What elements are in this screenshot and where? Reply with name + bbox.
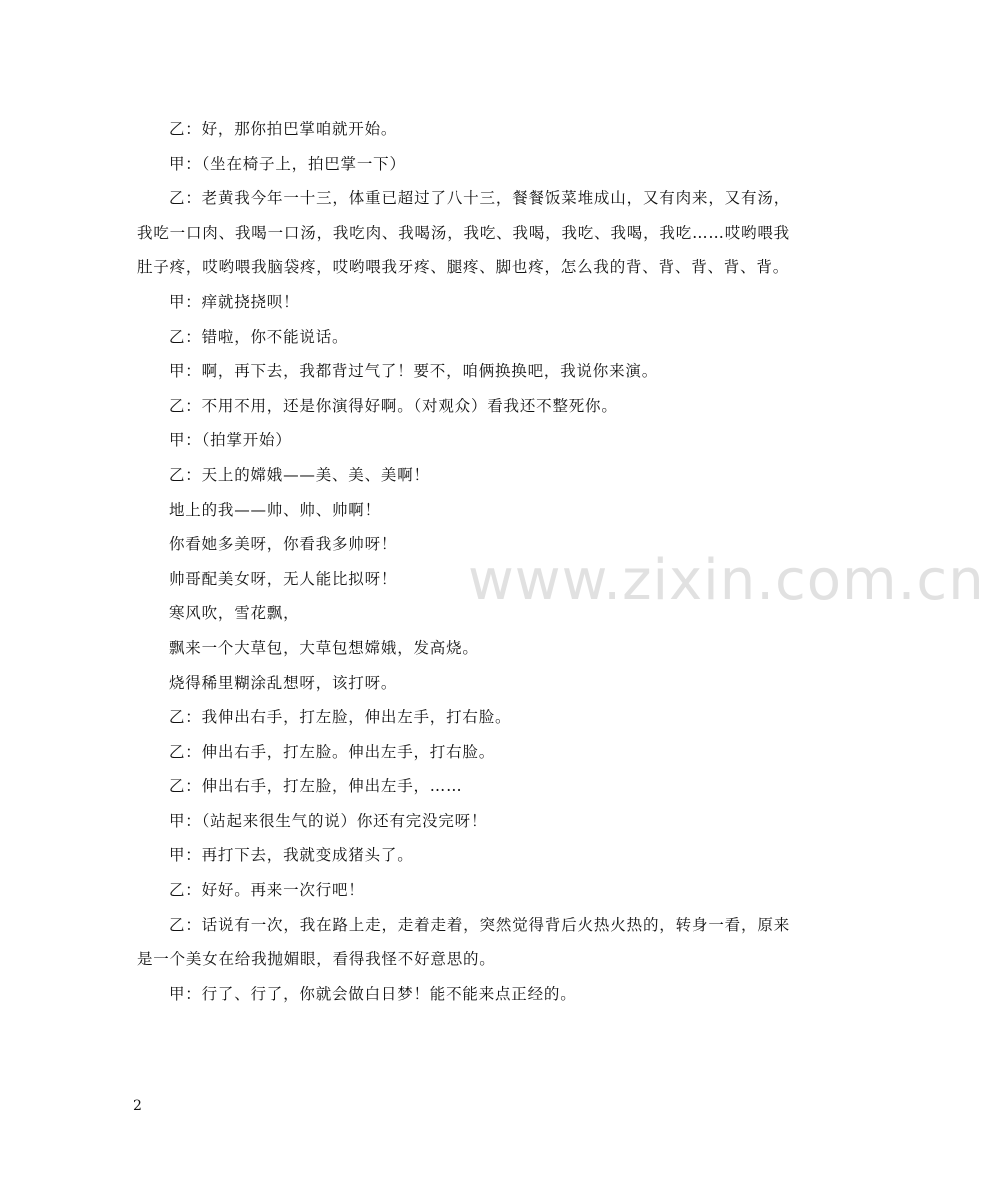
paragraph: 甲：（坐在椅子上，拍巴掌一下） [169, 154, 406, 173]
paragraph: 乙：我伸出右手，打左脸，伸出左手，打右脸。 [169, 708, 512, 727]
paragraph: 乙：话说有一次，我在路上走，走着走着，突然觉得背后火热火热的，转身一看，原来是一个美女在给我抛媚眼，看得我怪不好意思的。 [137, 915, 790, 969]
paragraph: 甲：（拍掌开始） [169, 431, 292, 450]
document-body [137, 112, 790, 1011]
paragraph: 乙：伸出右手，打左脸，伸出左手，…… [169, 777, 463, 796]
paragraph: 甲：痒就挠挠呗！ [169, 292, 300, 311]
paragraph: 地上的我——帅、帅、帅啊！ [169, 500, 381, 519]
paragraph: 乙：好，那你拍巴掌咱就开始。 [169, 120, 398, 138]
paragraph: 乙：老黄我今年一十三，体重已超过了八十三，餐餐饭菜堆成山，又有肉来，又有汤，我吃一口肉、我喝一口汤，我吃肉、我喝汤，我吃、我喝，我吃、我喝，我吃……哎哟喂我肚子疼，哎哟喂我脑袋疼，哎哟喂我牙疼、腿疼、脚也疼，怎么我的背、背、背、背、背。 [137, 189, 790, 277]
paragraph: 乙：错啦，你不能说话。 [169, 327, 349, 346]
paragraph: 飘来一个大草包，大草包想嫦娥，发高烧。 [169, 638, 479, 657]
paragraph: 你看她多美呀，你看我多帅呀！ [169, 535, 398, 554]
paragraph: 甲：再打下去，我就变成猪头了。 [169, 846, 414, 865]
paragraph: 甲：（站起来很生气的说）你还有完没完呀！ [169, 811, 488, 830]
paragraph: 乙：天上的嫦娥——美、美、美啊！ [169, 465, 430, 484]
paragraph: 帅哥配美女呀，无人能比拟呀！ [169, 569, 398, 588]
paragraph: 甲：行了、行了，你就会做白日梦！能不能来点正经的。 [169, 984, 577, 1003]
paragraph: 乙：不用不用，还是你演得好啊。（对观众）看我还不整死你。 [169, 396, 618, 415]
paragraph: 寒风吹，雪花飘， [169, 604, 300, 623]
paragraph: 乙：伸出右手，打左脸。伸出左手，打右脸。 [169, 742, 496, 761]
paragraph: 烧得稀里糊涂乱想呀，该打呀。 [169, 673, 398, 692]
paragraph: 甲：啊，再下去，我都背过气了！要不，咱俩换换吧，我说你来演。 [169, 362, 659, 381]
watermark: www.zixin.com.cn [468, 548, 985, 613]
paragraph: 乙：好好。再来一次行吧！ [169, 881, 365, 900]
page-number: 2 [133, 1098, 142, 1114]
